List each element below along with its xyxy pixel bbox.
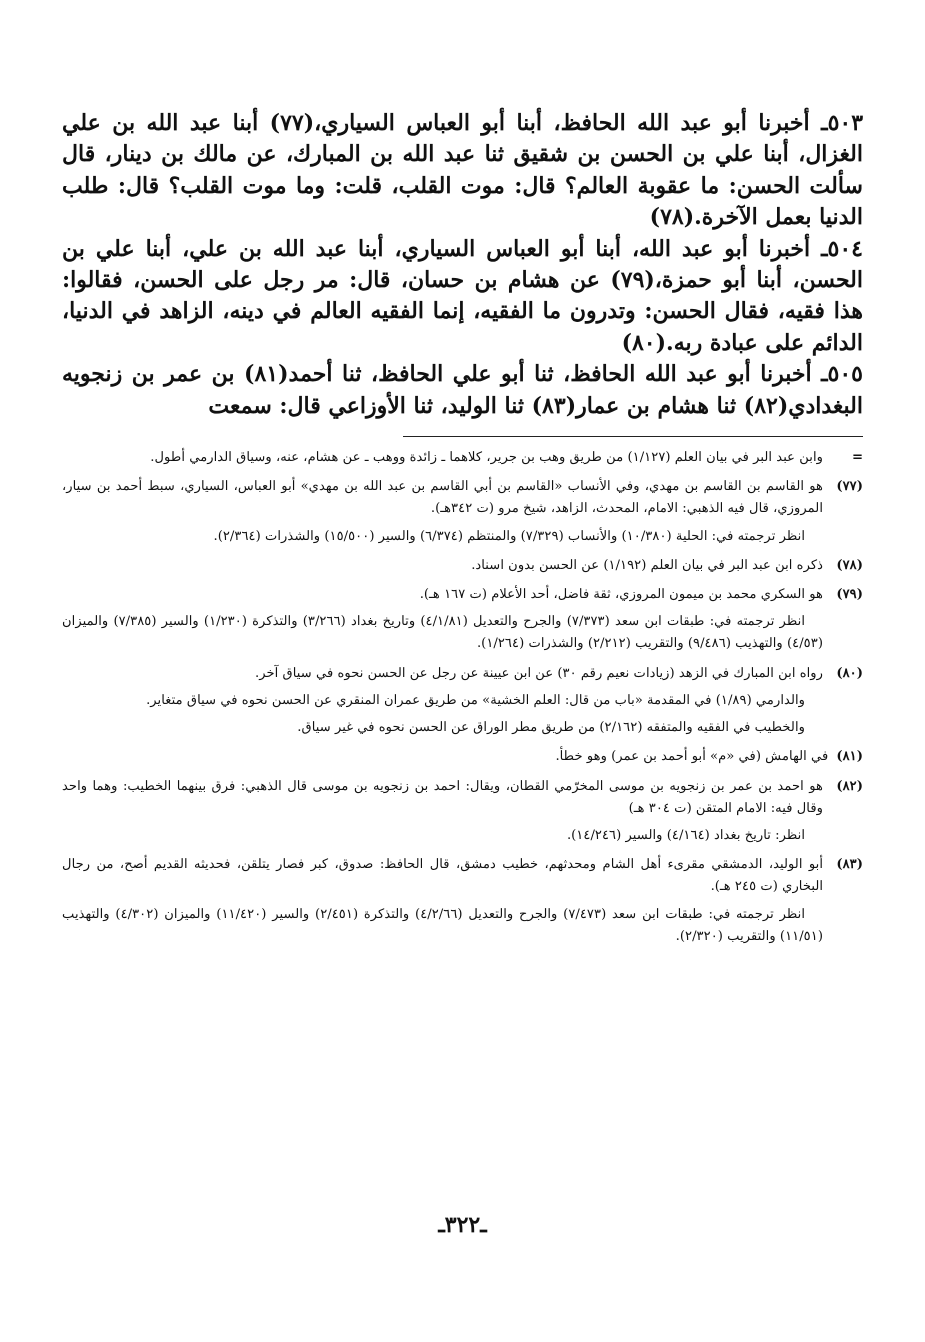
footnote-number: (٧٧) [836,479,863,495]
footnote-number: (٨١) [836,749,863,765]
page-number: ـ٣٢٢ـ [438,1212,487,1238]
footnote-82 [62,776,863,848]
footnote-continued [62,447,863,469]
footnote-line: في الهامش (في «م» أبو أحمد بن عمر) وهو خطأ. [555,749,829,765]
footnote-text: رواه ابن المبارك في الزهد (زيادات نعيم رقم ٣٠) عن ابن عيينة عن رجل عن الحسن نحوه في سياق آخر. [255,665,823,681]
footnote-separator [403,436,863,437]
footnote-sources: انظر ترجمته في: الحلية (١٠/٣٨٠) والأنساب (٧/٣٢٩) والمنتظم (٦/٣٧٤) والسير (١٥/٥٠٠) والشذرات (٢/٣٦٤). [213,528,805,544]
hadith-503: ٥٠٣ـ أخبرنا أبو عبد الله الحافظ، أبنا أبو العباس السياري،(٧٧) أبنا عبد الله بن علي الغزال، أبنا علي بن الحسن بن شقيق ثنا عبد الله بن المبارك، عن مالك بن دينار، قال سألت الحسن: ما عقوبة العالم؟ قال: موت القلب، قلت: وما موت القلب؟ قال: طلب الدنيا بعمل الآخرة.(٧٨) [62,110,864,231]
hadith-504: ٥٠٤ـ أخبرنا أبو عبد الله، أبنا أبو العباس السياري، أبنا عبد الله بن علي، أبنا علي بن الحسن، أبنا أبو حمزة،(٧٩) عن هشام بن حسان، قال: مر رجل على الحسن، فقالوا: هذا فقيه، فقال الحسن: وتدرون ما الفقيه، إنما الفقيه العالم في دينه، الزاهد في الدنيا، الدائم على عبادة ربه.(٨٠) [62,235,863,356]
footnote-text: هو القاسم بن القاسم بن مهدي، وفي الأنساب «القاسم بن أبي القاسم بن عبد الله بن مهدي» أبو العباس، السياري، سبط أحمد بن سيار، المروزي، قال فيه الذهبي: الامام، المحدث، الزاهد، شيخ مرو (ت ٣٤٢هـ). [62,479,823,517]
footnote-text: هو السكري محمد بن ميمون المروزي، ثقة فاضل، أحد الأعلام (ت ١٦٧ هـ). [419,587,823,603]
footnote-text: هو احمد بن عمر بن زنجويه بن موسى المخرّمي القطان، ويقال: احمد بن زنجويه بن موسى قال الذهبي: فرق بينهما الخطيب: وهما واحد وقال فيه: الامام المتقن (ت ٣٠٤ هـ) [62,778,823,816]
footnote-number: (٨٢) [836,778,863,794]
footnote-number: (٧٩) [836,587,863,603]
footnote-80 [62,663,863,740]
footnote-78 [62,555,863,577]
footnotes [62,447,863,948]
footnote-text: وابن عبد البر في بيان العلم (١/١٢٧) من طريق وهب بن جرير، كلاهما ـ زائدة ووهب ـ عن هشام، عنه، وسياق الدارمي أطول. [150,450,823,466]
footnote-sources: انظر ترجمته في: طبقات ابن سعد (٧/٣٧٣) والجرح والتعديل (٤/١/٨١) وتاريخ بغداد (٣/٢٦٦) والتذكرة (١/٢٣٠) والسير (٧/٣٨٥) والميزان (٤/٥٣) والتهذيب (٩/٤٨٦) والتقريب (٢/٢١٢) والشذرات (١/٢٦٤). [62,614,823,652]
footnote-number: (٨٣) [836,857,863,873]
footnote-number: (٧٨) [836,557,863,573]
footnote-text: والخطيب في الفقيه والمتفقه (٢/١٦٢) من طريق مطر الوراق عن الحسن نحوه في غير سياق. [297,720,805,736]
footnote-text: ذكره ابن عبد البر في بيان العلم (١/١٩٢) عن الحسن بدون اسناد. [471,557,823,573]
footnote-81 [62,746,863,768]
main-text [62,108,863,422]
footnote-83 [62,854,863,948]
footnote-number: = [851,450,863,466]
footnote-text: أبو الوليد، الدمشقي مقرىء أهل الشام ومحدثهم، خطيب دمشق، قال الحافظ: صدوق، كبر فصار يتلقن، فحديثه القديم أصح، من رجال البخاري (ت ٢٤٥ هـ). [62,857,823,895]
footnote-79 [62,584,863,656]
footnote-text [62,746,863,768]
footnote-text: والدارمي (١/٨٩) في المقدمة «باب من قال: العلم الخشية» من طريق عمران المنقري عن الحسن نحوه في سياق متغاير. [146,692,805,708]
footnote-77 [62,476,863,548]
footnote-sources: انظر: تاريخ بغداد (٤/١٦٤) والسير (١٤/٢٤٦). [566,827,805,843]
footnote-sources: انظر ترجمته في: طبقات ابن سعد (٧/٤٧٣) والجرح والتعديل (٤/٢/٦٦) والتذكرة (٢/٤٥١) والسير (١١/٤٢٠) والميزان (٤/٣٠٢) والتهذيب (١١/٥١) والتقريب (٢/٣٢٠). [62,906,823,944]
footnote-number: (٨٠) [836,665,863,681]
hadith-505: ٥٠٥ـ أخبرنا أبو عبد الله الحافظ، ثنا أبو علي الحافظ، ثنا أحمد(٨١) بن عمر بن زنجويه البغدادي(٨٢) ثنا هشام بن عمار(٨٣) ثنا الوليد، ثنا الأوزاعي قال: سمعت [62,361,863,419]
